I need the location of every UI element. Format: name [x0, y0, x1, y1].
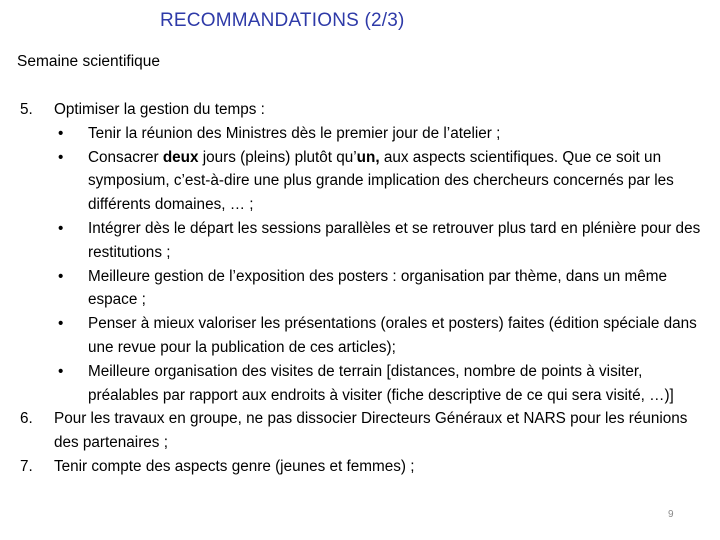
- bullet-icon: •: [58, 315, 64, 333]
- item-number: 6.: [20, 410, 33, 428]
- item-text: Pour les travaux en groupe, ne pas dissocier Directeurs Généraux et NARS pour les réunions des partenaires ;: [54, 410, 688, 452]
- bullet-text: Penser à mieux valoriser les présentations (orales et posters) faites (édition spéciale dans une revue pour la publication de ces articles);: [88, 315, 697, 356]
- item-number: 5.: [20, 101, 33, 118]
- item-number: 7.: [20, 457, 33, 475]
- item-text: Optimiser la gestion du temps :: [54, 101, 265, 118]
- bullet-icon: •: [58, 148, 64, 166]
- bullet-icon: •: [58, 124, 64, 142]
- bullet-item: [58, 146, 710, 217]
- bold-emphasis: deux: [162, 148, 199, 166]
- list-item-7: [20, 455, 710, 479]
- slide-title: RECOMMANDATIONS (2/3): [160, 10, 405, 31]
- bullet-text: Tenir la réunion des Ministres dès le premier jour de l’atelier ;: [88, 124, 501, 142]
- bullet-text: Meilleure organisation des visites de terrain [distances, nombre de points à visiter, préalables par rapport aux endroits à visiter (fiche descriptive de ce qui sera visité, …)]: [88, 362, 674, 404]
- bold-emphasis: un,: [356, 148, 380, 166]
- bullet-item: [58, 312, 710, 360]
- bullet-text: Intégrer dès le départ les sessions parallèles et se retrouver plus tard en plénière pour des restitutions ;: [88, 219, 701, 261]
- bullet-item: [58, 265, 710, 313]
- bullet-icon: •: [58, 219, 64, 237]
- list-item-6: [20, 407, 710, 455]
- bullet-item: [58, 217, 710, 265]
- page-number: 9: [668, 509, 674, 520]
- list-item-5: [20, 98, 710, 407]
- recommendations-list: [20, 98, 710, 479]
- section-subtitle: Semaine scientifique: [17, 53, 161, 70]
- bullet-text: Meilleure gestion de l’exposition des posters : organisation par thème, dans un même espace ;: [88, 267, 668, 309]
- bullet-icon: •: [58, 267, 64, 285]
- bullet-item: [58, 360, 710, 408]
- bullet-icon: •: [58, 362, 64, 380]
- item-text: Tenir compte des aspects genre (jeunes et femmes) ;: [54, 457, 415, 475]
- bullet-text: Consacrer deux jours (pleins) plutôt qu’un, aux aspects scientifiques. Que ce soit un symposium, c’est-à-dire une plus grande implication des chercheurs concernés par les différents domaines, … ;: [88, 148, 674, 214]
- sub-bullet-list: [58, 122, 710, 408]
- bullet-item: [58, 122, 710, 146]
